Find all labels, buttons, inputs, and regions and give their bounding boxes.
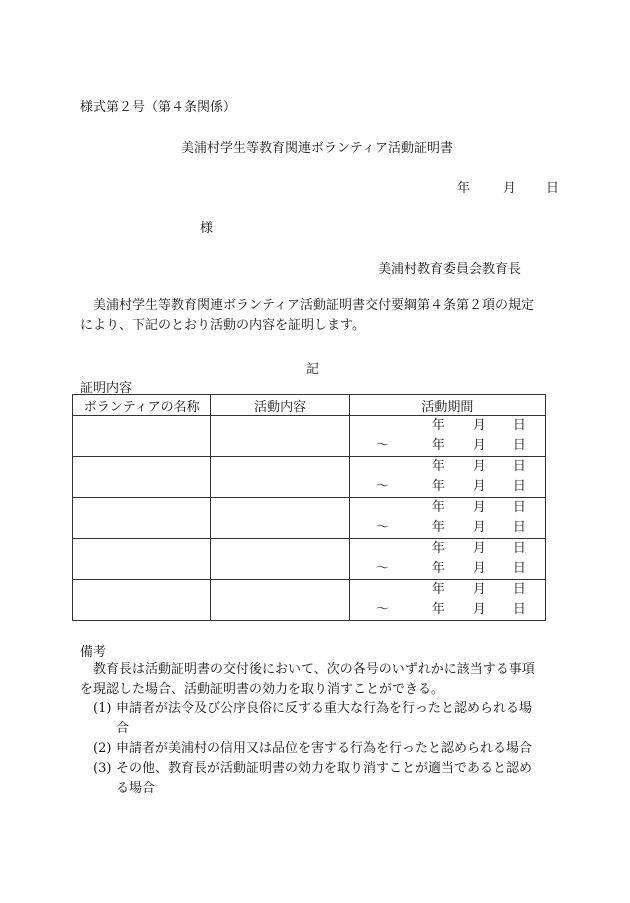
addressee-suffix: 様	[200, 221, 214, 236]
period-start-year-label: 年	[431, 541, 445, 556]
period-range-tilde: ～	[375, 520, 389, 535]
period-start-day-label: 日	[512, 459, 526, 474]
form-number: 様式第２号（第４条関係）	[80, 100, 237, 115]
period-start-month-label: 月	[472, 541, 486, 556]
period-range-tilde: ～	[375, 602, 389, 617]
remarks-intro	[80, 660, 560, 700]
item-text-line-2: る場合	[116, 781, 156, 796]
remarks-intro-line-1: 教育長は活動証明書の交付後において、次の各号のいずれかに該当する事項	[93, 662, 535, 677]
remarks-item	[93, 759, 553, 799]
period-end-month-label: 月	[472, 438, 486, 453]
period-range-tilde: ～	[375, 438, 389, 453]
period-start-month-label: 月	[472, 459, 486, 474]
period-start-year-label: 年	[431, 582, 445, 597]
issuer-name: 美浦村教育委員会教育長	[378, 262, 522, 277]
period-start-year-label: 年	[431, 418, 445, 433]
header-volunteer-name: ボランティアの名称	[73, 395, 211, 416]
volunteer-name-cell[interactable]	[73, 580, 211, 621]
period-end-month-label: 月	[472, 479, 486, 494]
remarks-item	[93, 739, 553, 759]
activity-period-cell[interactable]	[349, 539, 545, 580]
issue-date	[457, 177, 559, 196]
period-start-year-label: 年	[431, 500, 445, 515]
period-end-month-label: 月	[472, 602, 486, 617]
period-end-day-label: 日	[512, 520, 526, 535]
statement-line-2: により、下記のとおり活動の内容を証明します。	[80, 318, 365, 333]
period-end-year-label: 年	[431, 479, 445, 494]
table-row	[73, 498, 546, 539]
date-year-label: 年	[457, 181, 471, 196]
remarks-title: 備考	[80, 645, 107, 660]
certificate-table	[72, 394, 546, 621]
remarks-item	[93, 699, 553, 739]
item-text-line-1: その他、教育長が活動証明書の効力を取り消すことが適当であると認め	[116, 761, 533, 776]
volunteer-name-cell[interactable]	[73, 539, 211, 580]
period-end-day-label: 日	[512, 479, 526, 494]
period-range-tilde: ～	[375, 561, 389, 576]
table-row	[73, 457, 546, 498]
period-start-year-label: 年	[431, 459, 445, 474]
activity-content-cell[interactable]	[211, 457, 349, 498]
period-start-day-label: 日	[512, 418, 526, 433]
period-end-month-label: 月	[472, 520, 486, 535]
content-label: 証明内容	[80, 381, 133, 396]
period-end-day-label: 日	[512, 438, 526, 453]
activity-period-cell[interactable]	[349, 457, 545, 498]
item-text-line-1: 申請者が法令及び公序良俗に反する重大な行為を行ったと認められる場	[116, 701, 533, 716]
table-row	[73, 580, 546, 621]
ki-heading: 記	[306, 362, 320, 377]
period-end-year-label: 年	[431, 561, 445, 576]
item-text-line-2: 合	[116, 721, 130, 736]
period-start-day-label: 日	[512, 500, 526, 515]
table-header-row	[73, 395, 546, 416]
period-end-year-label: 年	[431, 602, 445, 617]
table-row	[73, 416, 546, 457]
date-month-label: 月	[503, 181, 517, 196]
date-day-label: 日	[546, 181, 560, 196]
item-text-line-1: 申請者が美浦村の信用又は品位を害する行為を行ったと認められる場合	[116, 741, 533, 756]
period-start-month-label: 月	[472, 500, 486, 515]
activity-content-cell[interactable]	[211, 539, 349, 580]
header-activity-content: 活動内容	[211, 395, 349, 416]
volunteer-name-cell[interactable]	[73, 457, 211, 498]
header-activity-period: 活動期間	[349, 395, 545, 416]
activity-period-cell[interactable]	[349, 416, 545, 457]
activity-period-cell[interactable]	[349, 580, 545, 621]
item-number: (3)	[93, 761, 112, 776]
activity-content-cell[interactable]	[211, 580, 349, 621]
activity-content-cell[interactable]	[211, 498, 349, 539]
table-row	[73, 539, 546, 580]
period-start-month-label: 月	[472, 582, 486, 597]
item-number: (2)	[93, 741, 112, 756]
volunteer-name-cell[interactable]	[73, 416, 211, 457]
volunteer-name-cell[interactable]	[73, 498, 211, 539]
period-end-month-label: 月	[472, 561, 486, 576]
period-start-month-label: 月	[472, 418, 486, 433]
remarks-intro-line-2: を現認した場合、活動証明書の効力を取り消すことができる。	[80, 682, 445, 697]
period-start-day-label: 日	[512, 582, 526, 597]
period-end-year-label: 年	[431, 438, 445, 453]
period-end-day-label: 日	[512, 561, 526, 576]
item-number: (1)	[93, 701, 112, 716]
activity-period-cell[interactable]	[349, 498, 545, 539]
period-start-day-label: 日	[512, 541, 526, 556]
period-end-day-label: 日	[512, 602, 526, 617]
certification-statement	[80, 296, 550, 336]
statement-line-1: 美浦村学生等教育関連ボランティア活動証明書交付要綱第４条第２項の規定	[93, 298, 534, 313]
document-title: 美浦村学生等教育関連ボランティア活動証明書	[181, 141, 453, 156]
period-end-year-label: 年	[431, 520, 445, 535]
period-range-tilde: ～	[375, 479, 389, 494]
activity-content-cell[interactable]	[211, 416, 349, 457]
